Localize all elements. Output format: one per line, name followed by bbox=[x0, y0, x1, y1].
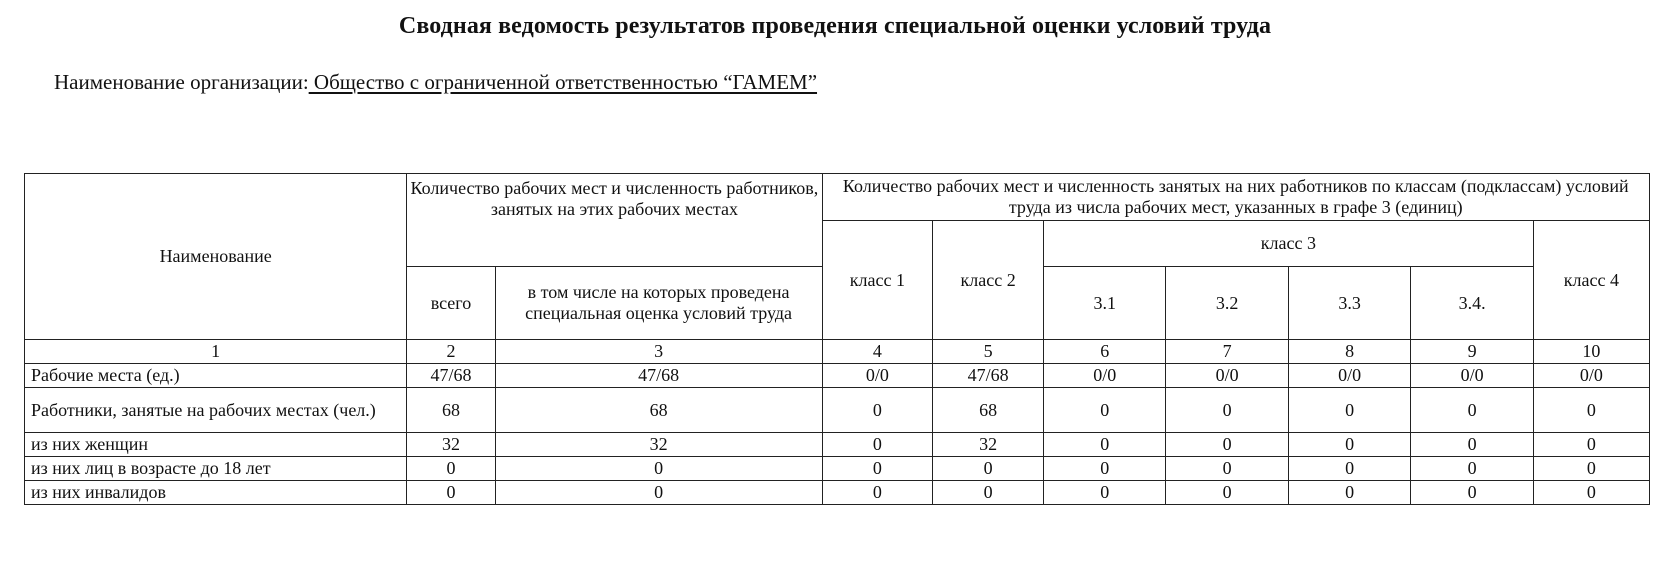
table-cell: 0 bbox=[1288, 388, 1410, 433]
table-cell: 0/0 bbox=[1411, 364, 1533, 388]
table-cell: 0 bbox=[822, 481, 933, 505]
table-cell: 0 bbox=[1411, 481, 1533, 505]
table-row bbox=[25, 364, 1650, 388]
table-cell: 47/68 bbox=[407, 364, 495, 388]
column-number: 8 bbox=[1288, 340, 1410, 364]
table-cell: 0/0 bbox=[1044, 364, 1166, 388]
document-title: Сводная ведомость результатов проведения специальной оценки условий труда bbox=[398, 13, 1272, 39]
header-class-3: класс 3 bbox=[1044, 221, 1534, 267]
table-cell: 68 bbox=[495, 388, 822, 433]
row-label: из них лиц в возрасте до 18 лет bbox=[25, 457, 407, 481]
header-name: Наименование bbox=[25, 174, 407, 340]
organization-line bbox=[54, 70, 817, 95]
table-cell: 0/0 bbox=[1166, 364, 1288, 388]
table-cell: 0 bbox=[1166, 433, 1288, 457]
table-cell: 0/0 bbox=[822, 364, 933, 388]
table-cell: 0 bbox=[1533, 481, 1649, 505]
table-cell: 0 bbox=[1044, 481, 1166, 505]
column-number: 1 bbox=[25, 340, 407, 364]
header-workplaces-count: Количество рабочих мест и численность работников, занятых на этих рабочих местах bbox=[407, 174, 822, 267]
table-cell: 0 bbox=[822, 457, 933, 481]
column-number: 10 bbox=[1533, 340, 1649, 364]
row-label: из них женщин bbox=[25, 433, 407, 457]
table-cell: 0 bbox=[407, 481, 495, 505]
table-row bbox=[25, 388, 1650, 433]
table-cell: 0 bbox=[1044, 457, 1166, 481]
table-cell: 0 bbox=[1533, 457, 1649, 481]
column-numbers-row bbox=[25, 340, 1650, 364]
table-row bbox=[25, 433, 1650, 457]
column-number: 3 bbox=[495, 340, 822, 364]
table-cell: 0 bbox=[1166, 481, 1288, 505]
table-cell: 0 bbox=[822, 433, 933, 457]
table-cell: 0 bbox=[1533, 433, 1649, 457]
table-cell: 0 bbox=[1288, 481, 1410, 505]
table-cell: 0/0 bbox=[1533, 364, 1649, 388]
table-cell: 0 bbox=[1044, 388, 1166, 433]
header-class-3-2: 3.2 bbox=[1166, 267, 1288, 340]
organization-label: Наименование организации: bbox=[54, 70, 309, 94]
table-cell: 0 bbox=[1411, 457, 1533, 481]
row-label: Работники, занятые на рабочих местах (чел.) bbox=[25, 388, 407, 433]
row-label: из них инвалидов bbox=[25, 481, 407, 505]
table-cell: 0 bbox=[1411, 433, 1533, 457]
table-cell: 0/0 bbox=[1288, 364, 1410, 388]
header-class-3-1: 3.1 bbox=[1044, 267, 1166, 340]
table-cell: 0 bbox=[933, 457, 1044, 481]
header-total: всего bbox=[407, 267, 495, 340]
table-cell: 0 bbox=[933, 481, 1044, 505]
table-cell: 0 bbox=[1411, 388, 1533, 433]
table-cell: 0 bbox=[407, 457, 495, 481]
header-classes-group: Количество рабочих мест и численность занятых на них работников по классам (подклассам) условий труда из числа рабочих мест, указанных в графе 3 (единиц) bbox=[822, 174, 1649, 221]
table-row bbox=[25, 481, 1650, 505]
column-number: 9 bbox=[1411, 340, 1533, 364]
header-assessed: в том числе на которых проведена специальная оценка условий труда bbox=[495, 267, 822, 340]
organization-name: Общество с ограниченной ответственностью “ГАМЕМ” bbox=[308, 70, 818, 94]
table-cell: 0 bbox=[495, 457, 822, 481]
table-cell: 0 bbox=[1533, 388, 1649, 433]
table-cell: 0 bbox=[1044, 433, 1166, 457]
table-row bbox=[25, 457, 1650, 481]
header-class-3-3: 3.3 bbox=[1288, 267, 1410, 340]
table-cell: 68 bbox=[407, 388, 495, 433]
header-class-4: класс 4 bbox=[1533, 221, 1649, 340]
table-cell: 0 bbox=[1166, 457, 1288, 481]
column-number: 7 bbox=[1166, 340, 1288, 364]
table-cell: 0 bbox=[1288, 457, 1410, 481]
table-cell: 47/68 bbox=[495, 364, 822, 388]
column-number: 6 bbox=[1044, 340, 1166, 364]
column-number: 4 bbox=[822, 340, 933, 364]
table-cell: 0 bbox=[822, 388, 933, 433]
table-cell: 0 bbox=[1166, 388, 1288, 433]
table-cell: 32 bbox=[407, 433, 495, 457]
summary-table bbox=[24, 173, 1650, 505]
table-cell: 32 bbox=[495, 433, 822, 457]
column-number: 2 bbox=[407, 340, 495, 364]
column-number: 5 bbox=[933, 340, 1044, 364]
table-cell: 68 bbox=[933, 388, 1044, 433]
header-class-3-4: 3.4. bbox=[1411, 267, 1533, 340]
table-cell: 32 bbox=[933, 433, 1044, 457]
table-cell: 0 bbox=[1288, 433, 1410, 457]
header-class-1: класс 1 bbox=[822, 221, 933, 340]
row-label: Рабочие места (ед.) bbox=[25, 364, 407, 388]
table-cell: 47/68 bbox=[933, 364, 1044, 388]
table-cell: 0 bbox=[495, 481, 822, 505]
header-class-2: класс 2 bbox=[933, 221, 1044, 340]
